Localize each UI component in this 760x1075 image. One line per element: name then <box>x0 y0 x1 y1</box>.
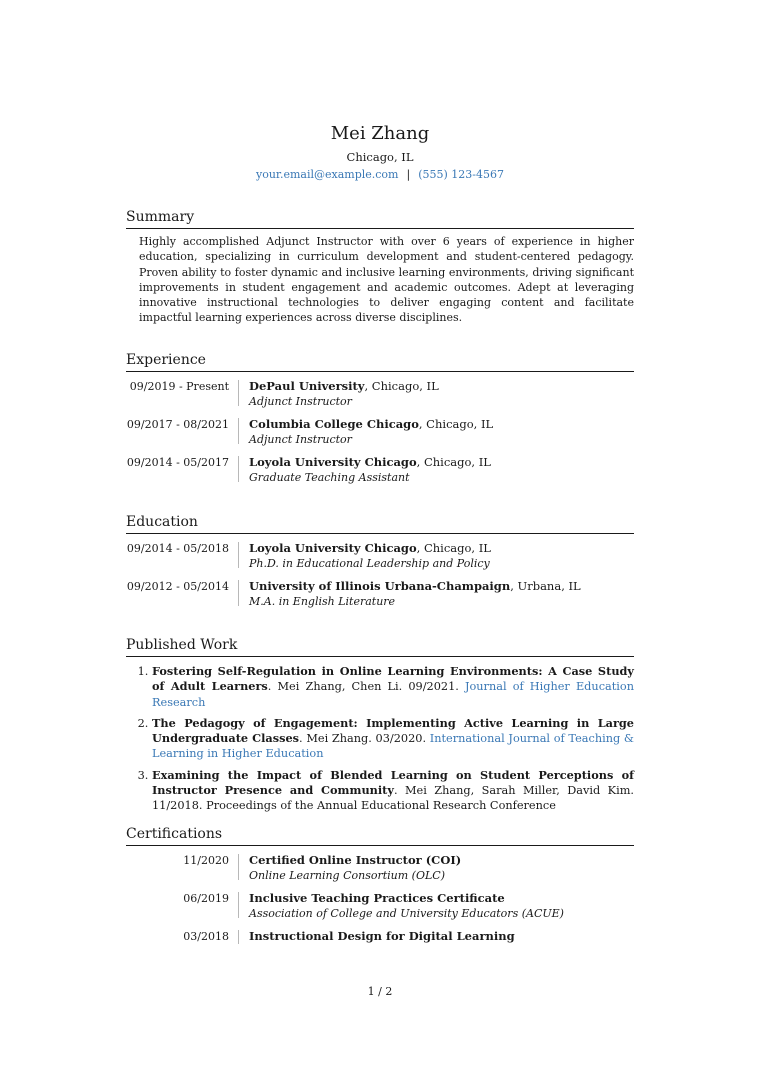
entry-place: , Chicago, IL <box>364 379 439 393</box>
resume-header <box>126 122 634 183</box>
entry-date: 11/2020 <box>183 854 229 867</box>
publication-venue-link[interactable]: Journal of Higher Education Research <box>152 680 634 709</box>
entry-date: 09/2017 - 08/2021 <box>126 418 229 431</box>
publication-list <box>126 664 634 814</box>
entry-place: , Chicago, IL <box>416 455 491 469</box>
entry-date: 09/2014 - 05/2018 <box>126 542 229 555</box>
section-title-experience: Experience <box>126 351 634 372</box>
certification-entry <box>126 853 634 883</box>
entry-organization: DePaul University <box>249 379 365 393</box>
education-entry <box>126 579 634 609</box>
entry-organization: Columbia College Chicago <box>249 417 419 431</box>
publication-item <box>152 664 634 710</box>
publication-details: . Mei Zhang, Chen Li. 09/2021. <box>267 680 465 694</box>
entry-role: Graduate Teaching Assistant <box>249 471 410 484</box>
summary-section <box>126 208 634 326</box>
contact-line <box>126 167 634 183</box>
entry-organization: University of Illinois Urbana-Champaign <box>249 579 511 593</box>
education-entry <box>126 541 634 571</box>
certification-name: Certified Online Instructor (COI) <box>249 853 462 867</box>
section-title-education: Education <box>126 513 634 534</box>
publication-details: . Mei Zhang. 03/2020. <box>299 732 430 746</box>
entry-place: , Chicago, IL <box>416 541 491 555</box>
entry-degree: M.A. in English Literature <box>249 595 396 608</box>
email-link[interactable]: your.email@example.com <box>256 168 399 181</box>
entry-date: 09/2014 - 05/2017 <box>126 456 229 469</box>
person-name: Mei Zhang <box>330 123 430 144</box>
publication-details: . Mei Zhang, Sarah Miller, David Kim. 11/2018. Proceedings of the Annual Educational Research Conference <box>152 784 635 813</box>
experience-entry <box>126 379 634 409</box>
entry-role: Adjunct Instructor <box>249 395 352 408</box>
certification-issuer: Association of College and University Educators (ACUE) <box>249 907 564 920</box>
experience-entry <box>126 417 634 447</box>
section-title-certifications: Certifications <box>126 825 634 846</box>
certification-issuer: Online Learning Consortium (OLC) <box>249 869 446 882</box>
certification-entry <box>126 929 634 944</box>
entry-date: 09/2012 - 05/2014 <box>126 580 229 593</box>
publication-item <box>152 716 634 762</box>
entry-place: , Chicago, IL <box>418 417 494 431</box>
publications-section <box>126 636 634 820</box>
publication-title: Examining the Impact of Blended Learning on Student Perceptions of Instructor Presence and Community <box>152 767 634 798</box>
contact-separator: | <box>406 168 411 181</box>
phone-link[interactable]: (555) 123-4567 <box>418 168 504 181</box>
entry-date: 03/2018 <box>183 930 229 943</box>
education-section <box>126 513 634 609</box>
entry-place: , Urbana, IL <box>510 579 581 593</box>
entry-date: 09/2019 - Present <box>129 380 229 393</box>
publication-item <box>152 768 634 814</box>
location: Chicago, IL <box>346 150 414 164</box>
entry-organization: Loyola University Chicago <box>249 541 417 555</box>
page-number: 1 / 2 <box>367 985 393 998</box>
publication-title: Fostering Self-Regulation in Online Learning Environments: A Case Study of Adult Learners <box>152 664 634 694</box>
entry-date: 06/2019 <box>183 892 229 905</box>
certification-entry <box>126 891 634 921</box>
section-title-summary: Summary <box>126 208 634 229</box>
section-title-publications: Published Work <box>126 636 634 657</box>
summary-text: Highly accomplished Adjunct Instructor with over 6 years of experience in higher education, specializing in curriculum development and student-centered pedagogy. Proven ability to foster dynamic and inclusive learning environments, driving significant improvements in student engagement and academic outcomes. Adept at leveraging innovative instructional technologies to deliver engaging content and facilitate impactful learning experiences across diverse disciplines. <box>139 235 634 325</box>
certification-name: Instructional Design for Digital Learning <box>249 929 515 943</box>
publication-venue-link[interactable]: International Journal of Teaching & Learning in Higher Education <box>152 732 634 761</box>
entry-role: Adjunct Instructor <box>249 433 352 446</box>
certifications-section <box>126 825 634 944</box>
experience-section <box>126 351 634 485</box>
experience-entry <box>126 455 634 485</box>
publication-title: The Pedagogy of Engagement: Implementing Active Learning in Large Undergraduate Classes <box>152 715 634 746</box>
certification-name: Inclusive Teaching Practices Certificate <box>249 891 505 905</box>
entry-organization: Loyola University Chicago <box>249 455 417 469</box>
entry-degree: Ph.D. in Educational Leadership and Policy <box>249 557 490 570</box>
